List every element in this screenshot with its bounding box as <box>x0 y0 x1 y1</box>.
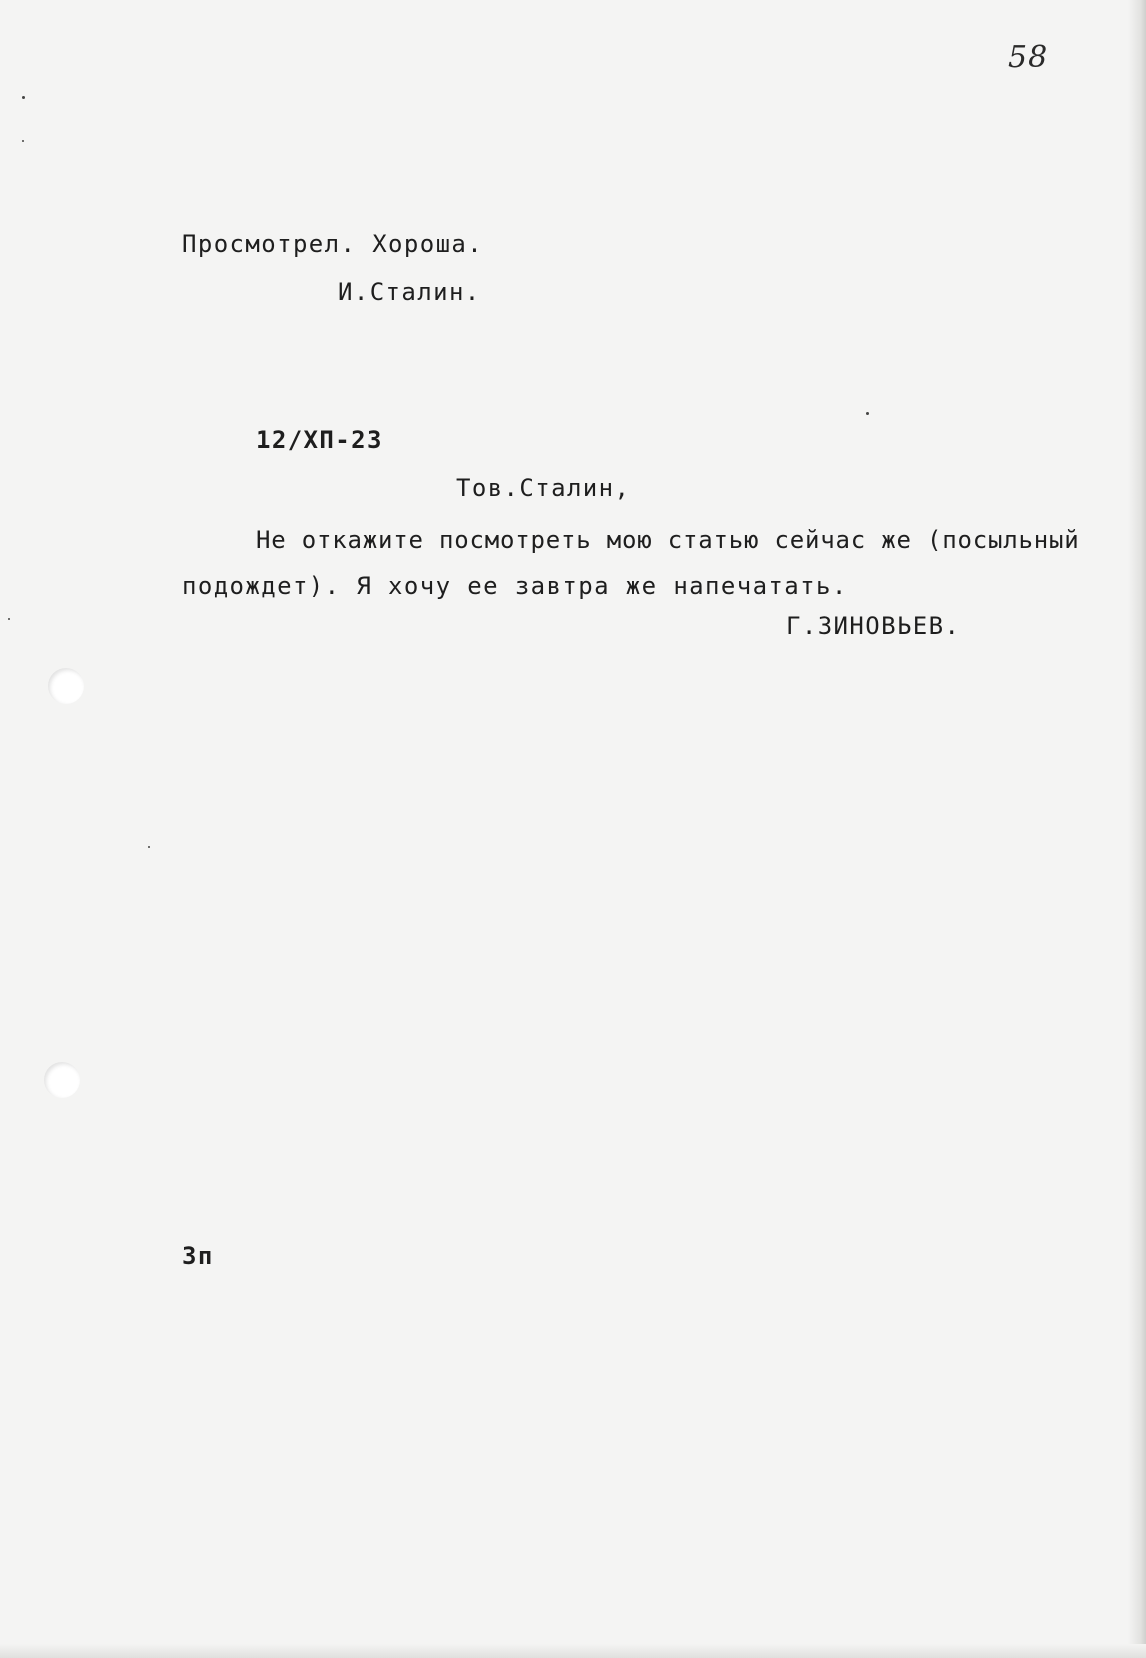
letter-signature: Г.ЗИНОВЬЕВ. <box>786 612 961 640</box>
paper-speck <box>8 618 10 620</box>
letter-salutation: Тов.Сталин, <box>456 474 631 502</box>
paper-speck <box>148 846 150 848</box>
paper-speck <box>22 96 25 99</box>
page-number: 58 <box>1008 40 1049 75</box>
page-edge-shadow-bottom <box>0 1644 1146 1658</box>
letter-date: 12/ХП-23 <box>256 426 383 454</box>
letter-body-line: Не откажите посмотреть мою статью сейчас же (посыльный <box>256 526 1080 554</box>
resolution-text: Просмотрел. Хороша. <box>182 230 484 258</box>
footer-mark: 3п <box>182 1242 214 1270</box>
resolution-signature: И.Сталин. <box>338 278 481 306</box>
paper-speck <box>866 412 869 415</box>
page-edge-shadow <box>1128 0 1146 1658</box>
punch-hole-bottom <box>44 1062 80 1098</box>
punch-hole-top <box>48 668 84 704</box>
letter-body-line: подождет). Я хочу ее завтра же напечатать. <box>182 572 848 600</box>
paper-speck <box>22 140 24 142</box>
